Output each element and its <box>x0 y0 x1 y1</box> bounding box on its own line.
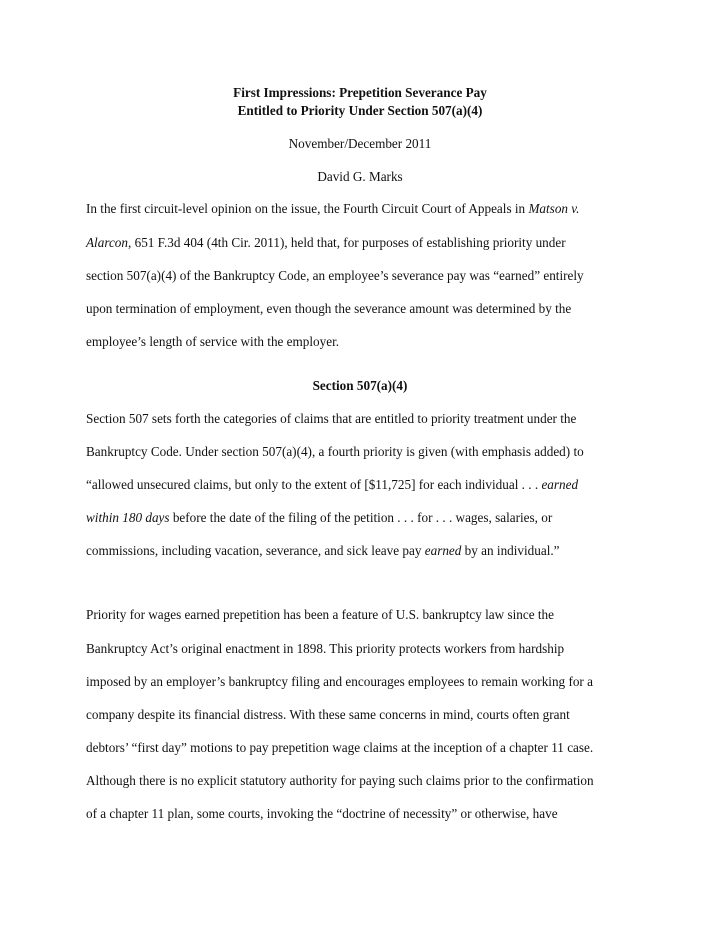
quote-text: by an individual.” <box>461 543 560 558</box>
intro-line-3: section 507(a)(4) of the Bankruptcy Code, an employee’s severance pay was “earned” entirely <box>86 268 584 283</box>
quote-text: commissions, including vacation, severance, and sick leave pay <box>86 543 425 558</box>
section-line-4 <box>86 509 646 526</box>
quote-text: “allowed unsecured claims, but only to the extent of [$11,725] for each individual . . . <box>86 477 542 492</box>
intro-line-1 <box>86 200 646 217</box>
quote-text: before the date of the filing of the petition . . . for . . . wages, salaries, or <box>169 510 553 525</box>
intro-line-4: upon termination of employment, even though the severance amount was determined by the <box>86 301 572 316</box>
history-line-1: Priority for wages earned prepetition has been a feature of U.S. bankruptcy law since the <box>86 607 554 622</box>
section-line-3 <box>86 476 646 493</box>
emphasis-earned: earned <box>424 543 462 558</box>
intro-line-5: employee’s length of service with the employer. <box>86 334 340 349</box>
history-line-6: Although there is no explicit statutory authority for paying such claims prior to the confirmation <box>86 773 594 788</box>
history-line-4: company despite its financial distress. With these same concerns in mind, courts often grant <box>86 707 570 722</box>
emphasis-earned: earned <box>541 477 579 492</box>
intro-text: In the first circuit-level opinion on the issue, the Fourth Circuit Court of Appeals in <box>86 201 529 216</box>
case-name-part-1: Matson v. <box>528 201 580 216</box>
section-line-1: Section 507 sets forth the categories of claims that are entitled to priority treatment under the <box>86 411 577 426</box>
history-line-7: of a chapter 11 plan, some courts, invoking the “doctrine of necessity” or otherwise, have <box>86 806 558 821</box>
intro-text: , 651 F.3d 404 (4th Cir. 2011), held that, for purposes of establishing priority under <box>128 235 566 250</box>
section-heading: Section 507(a)(4) <box>312 378 408 393</box>
date-line: November/December 2011 <box>288 136 432 151</box>
history-line-2: Bankruptcy Act’s original enactment in 1898. This priority protects workers from hardship <box>86 641 565 656</box>
emphasis-within-180-days: within 180 days <box>86 510 170 525</box>
section-line-5 <box>86 542 646 559</box>
case-name-part-2: Alarcon <box>86 235 128 250</box>
title-line-1: First Impressions: Prepetition Severance Pay <box>233 85 487 100</box>
history-line-3: imposed by an employer’s bankruptcy filing and encourages employees to remain working for a <box>86 674 593 689</box>
history-line-5: debtors’ “first day” motions to pay prepetition wage claims at the inception of a chapter 11 case. <box>86 740 594 755</box>
intro-line-2 <box>86 234 646 251</box>
title-line-2: Entitled to Priority Under Section 507(a)(4) <box>237 103 483 118</box>
section-line-2: Bankruptcy Code. Under section 507(a)(4), a fourth priority is given (with emphasis added) to <box>86 444 584 459</box>
author-line: David G. Marks <box>317 169 403 184</box>
